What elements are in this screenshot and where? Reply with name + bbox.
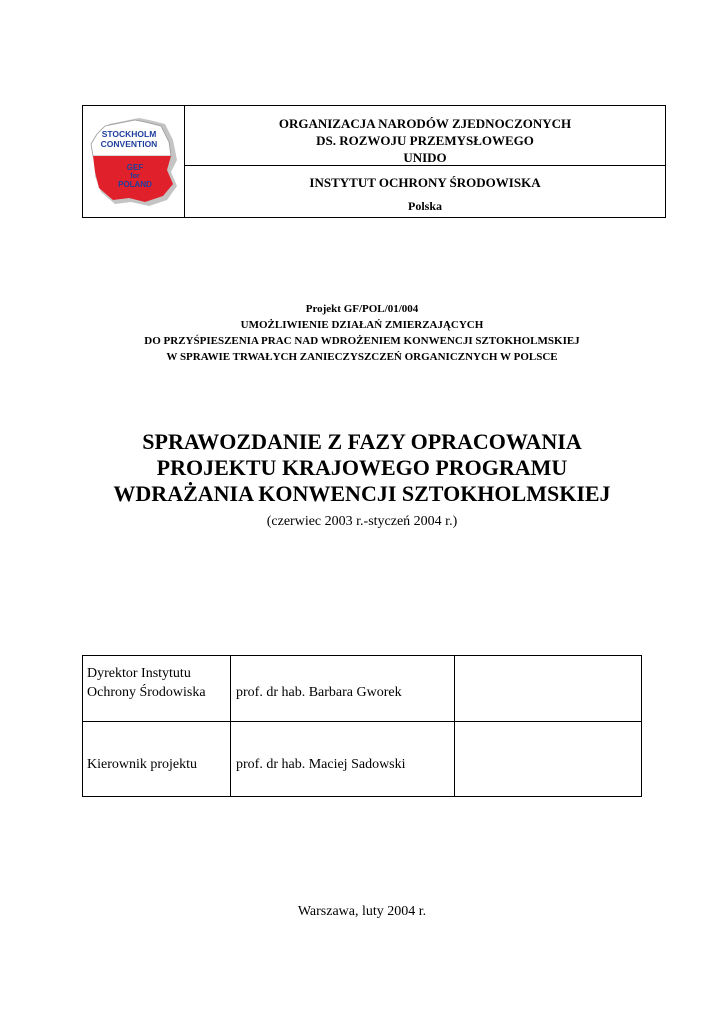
header-table bbox=[82, 105, 666, 218]
organization-cell bbox=[185, 106, 665, 166]
signature-cell bbox=[455, 722, 641, 796]
project-title-line1: UMOŻLIWIENIE DZIAŁAŃ ZMIERZAJĄCYCH bbox=[240, 319, 484, 331]
project-number: Projekt GF/POL/01/004 bbox=[305, 303, 419, 315]
role-line2: Ochrony Środowiska bbox=[87, 685, 206, 700]
logo-text-poland: POLAND bbox=[118, 180, 152, 189]
place-date: Warszawa, luty 2004 r. bbox=[297, 904, 427, 919]
name-cell: prof. dr hab. Barbara Gworek bbox=[231, 656, 455, 721]
org-name-line3: UNIDO bbox=[403, 150, 447, 165]
role-cell: Kierownik projektu bbox=[83, 722, 231, 796]
signature-row-manager bbox=[83, 722, 641, 796]
org-name-line1: ORGANIZACJA NARODÓW ZJEDNOCZONYCH bbox=[278, 116, 572, 131]
institute-country: Polska bbox=[407, 199, 442, 213]
name-cell: prof. dr hab. Maciej Sadowski bbox=[231, 722, 455, 796]
institute-name: INSTYTUT OCHRONY ŚRODOWISKA bbox=[309, 175, 541, 190]
signature-table bbox=[82, 655, 642, 797]
report-period: (czerwiec 2003 r.-styczeń 2004 r.) bbox=[266, 514, 458, 529]
signature-row-director bbox=[83, 656, 641, 722]
report-title-line2: PROJEKTU KRAJOWEGO PROGRAMU bbox=[156, 455, 568, 480]
report-title-line3: WDRAŻANIA KONWENCJI SZTOKHOLMSKIEJ bbox=[113, 481, 611, 506]
project-title-line2: DO PRZYŚPIESZENIA PRAC NAD WDROŻENIEM KONWENCJI SZTOKHOLMSKIEJ bbox=[144, 335, 580, 347]
logo-text-stockholm: STOCKHOLM bbox=[101, 129, 157, 139]
institute-cell bbox=[185, 166, 665, 217]
logo-text-for: for bbox=[130, 173, 140, 180]
project-title-line3: W SPRAWIE TRWAŁYCH ZANIECZYSZCZEŃ ORGANICZNYCH W POLSCE bbox=[166, 351, 558, 363]
report-title-line1: SPRAWOZDANIE Z FAZY OPRACOWANIA bbox=[142, 429, 582, 454]
org-name-line2: DS. ROZWOJU PRZEMYSŁOWEGO bbox=[316, 133, 534, 148]
logo-text-convention: CONVENTION bbox=[100, 139, 158, 149]
project-description bbox=[60, 301, 664, 365]
report-title bbox=[40, 429, 684, 507]
gef-poland-logo bbox=[87, 114, 181, 210]
role-cell bbox=[83, 656, 231, 721]
role-line1: Dyrektor Instytutu bbox=[87, 666, 191, 681]
signature-cell bbox=[455, 656, 641, 721]
logo-cell bbox=[83, 106, 185, 217]
logo-text-gef: GEF bbox=[126, 163, 144, 172]
